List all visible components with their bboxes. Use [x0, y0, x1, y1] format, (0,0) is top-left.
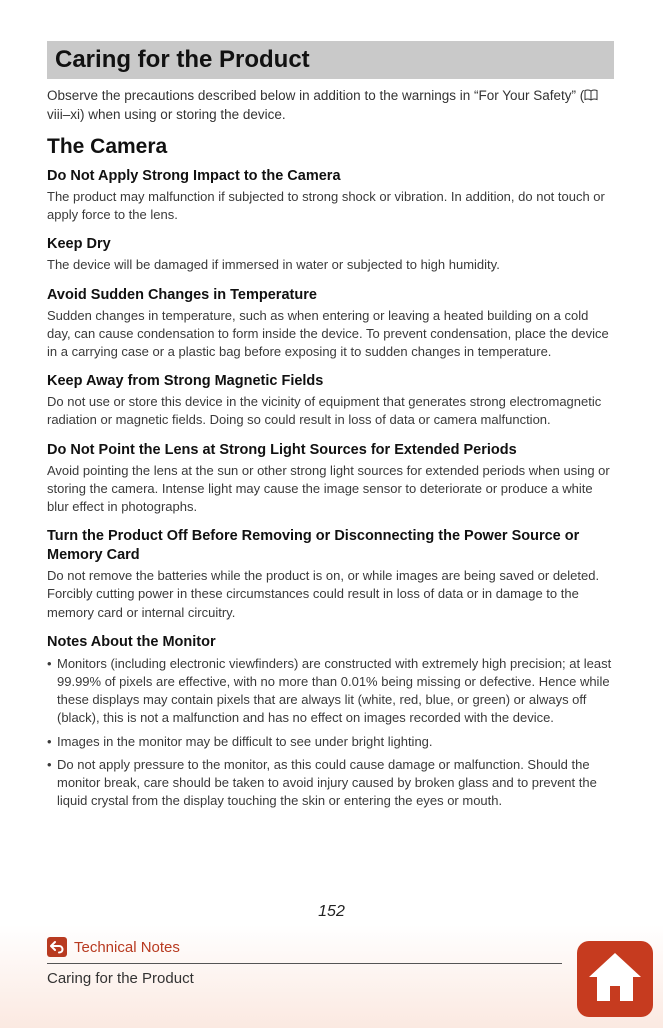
list-item — [47, 655, 614, 728]
book-reference-icon — [584, 88, 598, 103]
page-content — [47, 86, 614, 821]
precaution-block — [47, 527, 614, 622]
precaution-heading: Do Not Point the Lens at Strong Light Sources for Extended Periods — [47, 441, 517, 458]
section-title: The Camera — [47, 135, 168, 158]
precaution-heading: Do Not Apply Strong Impact to the Camera — [47, 168, 341, 184]
page-title: Caring for the Product — [55, 46, 310, 73]
intro-text-end: ) when using or storing the device. — [80, 107, 286, 122]
monitor-notes-list — [47, 655, 614, 811]
back-arrow-icon — [47, 937, 67, 957]
precaution-block — [47, 441, 614, 517]
current-section-label: Caring for the Product — [47, 970, 194, 987]
list-item — [47, 756, 614, 811]
list-item-text: Monitors (including electronic viewfinders) are constructed with extremely high precision; at least 99.99% of pixels are effective, with no more than 0.01% being missing or defective. Hence while these displays may contain pixels that are always lit (white, red, blue, or green) or always off (black), this is not a malfunction and has no effect on images recorded with the device. — [57, 655, 612, 726]
home-icon — [585, 949, 645, 1010]
precaution-heading: Avoid Sudden Changes in Temperature — [47, 286, 317, 303]
precaution-text: Do not use or store this device in the vicinity of equipment that generates strong electromagnetic radiation or magnetic fields. Doing so could result in loss of data or camera malfunction. — [47, 394, 602, 428]
monitor-notes-block — [47, 633, 614, 811]
precaution-text: The device will be damaged if immersed in water or subjected to high humidity. — [47, 257, 500, 273]
bullet-marker: • — [47, 655, 52, 671]
intro-paragraph — [47, 86, 614, 124]
precaution-heading: Keep Dry — [47, 236, 111, 253]
title-bar — [47, 41, 614, 79]
precaution-text: Do not remove the batteries while the product is on, or while images are being saved or deleted. Forcibly cutting power in these circumstances could result in loss of data or in damage to the memory card or internal circuitry. — [47, 568, 600, 620]
list-item — [47, 733, 614, 751]
precaution-text: Sudden changes in temperature, such as when entering or leaving a heated building on a cold day, can cause condensation to form inside the device. To prevent condensation, place the device in a carrying case or a plastic bag before exposing it to sudden changes in temperature. — [47, 307, 609, 360]
bullet-marker: • — [47, 733, 52, 749]
precaution-heading: Keep Away from Strong Magnetic Fields — [47, 373, 324, 390]
footer-divider — [47, 963, 562, 964]
intro-text-start: Observe the precautions described below in addition to the warnings in “For Your Safety” ( — [47, 88, 585, 103]
precaution-text: Avoid pointing the lens at the sun or other strong light sources for extended periods when using or storing the camera. Intense light may cause the image sensor to deteriorate or produce a white blur effect in photographs. — [47, 462, 610, 515]
technical-notes-link[interactable] — [47, 937, 180, 957]
bullet-marker: • — [47, 756, 52, 772]
technical-notes-label: Technical Notes — [74, 938, 180, 956]
precaution-text: The product may malfunction if subjected to strong shock or vibration. In addition, do not touch or apply force to the lens. — [47, 189, 605, 223]
list-item-text: Do not apply pressure to the monitor, as this could cause damage or malfunction. Should the monitor break, care should be taken to avoid injury caused by broken glass and to prevent the liquid crystal from the display touching the skin or entering the eyes or mouth. — [57, 756, 597, 809]
home-button[interactable] — [577, 941, 653, 1017]
page-number: 152 — [318, 903, 345, 920]
safety-page-link[interactable]: viii–xi — [47, 107, 81, 122]
precaution-heading: Turn the Product Off Before Removing or Disconnecting the Power Source or Memory Card — [47, 528, 580, 564]
list-item-text: Images in the monitor may be difficult to see under bright lighting. — [57, 733, 433, 749]
precaution-block — [47, 286, 614, 362]
monitor-notes-heading: Notes About the Monitor — [47, 633, 216, 650]
precaution-block — [47, 167, 614, 224]
precaution-block — [47, 235, 614, 274]
precaution-block — [47, 372, 614, 429]
